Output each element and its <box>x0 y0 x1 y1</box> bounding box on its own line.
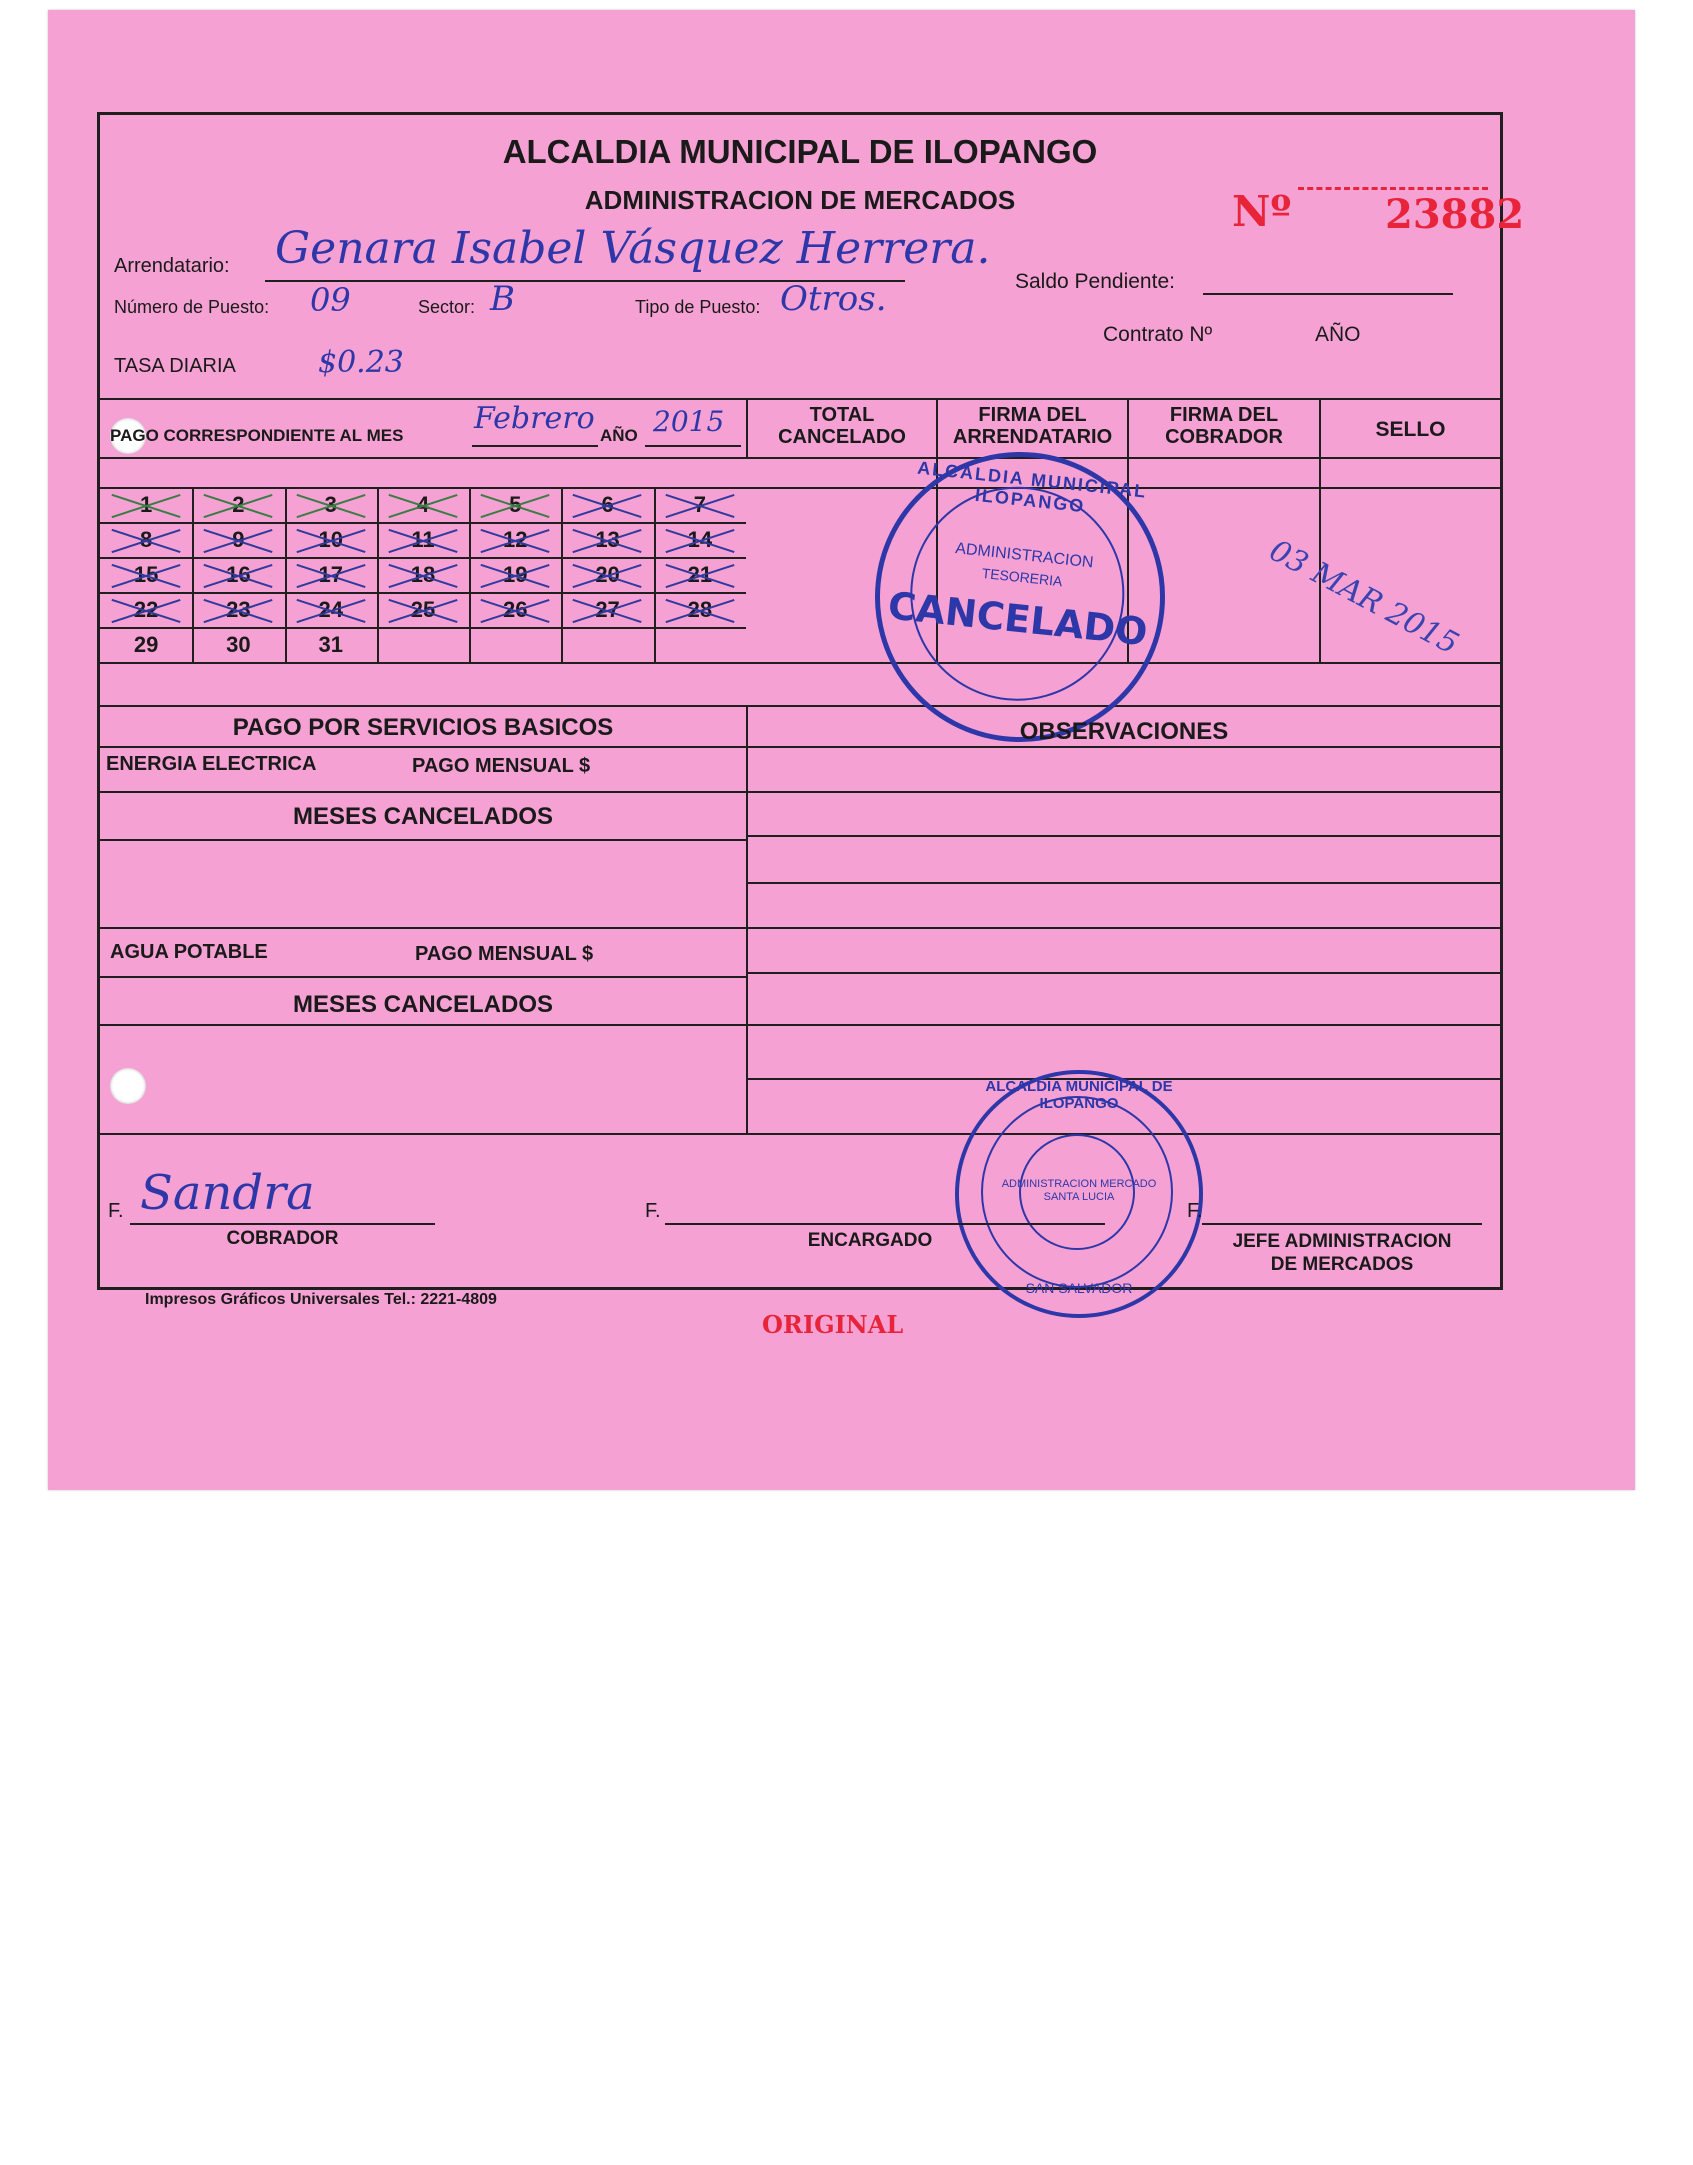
printer-footer: Impresos Gráficos Universales Tel.: 2221-4809 <box>145 1291 497 1308</box>
day-cell <box>561 487 653 522</box>
day-number: 31 <box>318 632 343 657</box>
day-cell <box>654 522 746 557</box>
day-cell <box>192 627 284 662</box>
day-number: 21 <box>687 562 713 587</box>
puesto-label: Número de Puesto: <box>114 297 270 317</box>
day-number: 20 <box>595 562 620 587</box>
day-cell <box>377 522 469 557</box>
day-cell <box>469 557 561 592</box>
cobrador-f-label: F. <box>108 1200 124 1222</box>
day-cell <box>285 557 377 592</box>
day-cell <box>285 522 377 557</box>
col-firma-arrendatario: FIRMA DEL ARRENDATARIO <box>952 404 1113 448</box>
col-total-cancelado: TOTAL CANCELADO <box>778 404 906 448</box>
mes-label: PAGO CORRESPONDIENTE AL MES <box>110 426 404 445</box>
puesto-value: 09 <box>310 281 351 319</box>
cancelado-ring-text: ALCALDIA MUNICIPAL ILOPANGO <box>916 457 1149 517</box>
day-cell <box>285 627 377 662</box>
day-cell <box>100 522 192 557</box>
day-number: 16 <box>226 562 251 587</box>
day-number: 12 <box>503 527 528 552</box>
cobrador-label: COBRADOR <box>226 1228 339 1249</box>
day-number: 18 <box>410 562 436 587</box>
arrendatario-value: Genara Isabel Vásquez Herrera. <box>275 223 991 274</box>
encargado-label: ENCARGADO <box>807 1230 933 1251</box>
day-cell <box>654 557 746 592</box>
day-number: 30 <box>226 632 251 657</box>
day-number: 9 <box>232 527 245 552</box>
date-stamp: 03 MAR 2015 <box>1263 533 1465 662</box>
saldo-label: Saldo Pendiente: <box>1015 270 1175 293</box>
day-cell <box>561 522 653 557</box>
col-sello: SELLO <box>1375 418 1446 441</box>
jefe-f-label: F. <box>1187 1200 1203 1222</box>
day-cell <box>469 487 561 522</box>
day-number: 14 <box>687 527 713 552</box>
day-cell <box>100 627 192 662</box>
mes-value: Febrero <box>474 401 595 436</box>
cancelado-tesoreria-text: TESORERIA <box>981 564 1064 590</box>
agua-label: AGUA POTABLE <box>110 941 268 963</box>
day-number: 3 <box>324 492 337 517</box>
day-cell <box>561 557 653 592</box>
mercado-bottom-text: SAN SALVADOR <box>1025 1280 1133 1296</box>
day-number: 5 <box>509 492 522 517</box>
receipt-number: 23882 <box>1385 191 1525 238</box>
day-number: 19 <box>503 562 528 587</box>
day-cell <box>192 522 284 557</box>
day-number: 2 <box>232 492 245 517</box>
day-cell <box>100 592 192 627</box>
saldo-line <box>1203 293 1453 295</box>
day-number: 26 <box>503 597 528 622</box>
mercado-ring-text: ALCALDIA MUNICIPAL DE ILOPANGO <box>985 1078 1173 1112</box>
tasa-value: $0.23 <box>318 345 404 380</box>
energia-meses-cancelados: MESES CANCELADOS <box>292 803 554 830</box>
day-number: 15 <box>133 562 159 587</box>
day-number: 1 <box>140 492 153 517</box>
copy-label: ORIGINAL <box>762 1310 904 1339</box>
page-subtitle: ADMINISTRACION DE MERCADOS <box>584 185 1016 215</box>
mes-anio-label: AÑO <box>600 426 638 445</box>
jefe-label-1: JEFE ADMINISTRACION <box>1232 1231 1452 1252</box>
col-firma-cobrador: FIRMA DEL COBRADOR <box>1165 404 1283 448</box>
day-cell <box>561 592 653 627</box>
day-number: 28 <box>687 597 713 622</box>
contrato-label: Contrato Nº <box>1103 323 1213 346</box>
tipo-label: Tipo de Puesto: <box>635 297 761 317</box>
day-number: 27 <box>595 597 620 622</box>
day-cell <box>285 592 377 627</box>
day-number: 23 <box>226 597 251 622</box>
day-number: 24 <box>318 597 343 622</box>
tasa-label: TASA DIARIA <box>114 355 236 377</box>
day-cell <box>469 522 561 557</box>
mes-anio-value: 2015 <box>653 405 725 438</box>
cancelado-main-text: CANCELADO <box>885 583 1150 655</box>
sector-label: Sector: <box>418 297 476 317</box>
page-title: ALCALDIA MUNICIPAL DE ILOPANGO <box>502 133 1098 170</box>
day-number: 22 <box>133 597 159 622</box>
day-cell <box>654 592 746 627</box>
day-number: 7 <box>693 492 706 517</box>
mercado-stamp <box>955 1070 1203 1318</box>
services-title: PAGO POR SERVICIOS BASICOS <box>232 714 614 741</box>
encargado-f-label: F. <box>645 1200 661 1222</box>
day-cell <box>192 592 284 627</box>
day-number: 17 <box>318 562 343 587</box>
day-cell <box>285 487 377 522</box>
days-grid <box>100 487 746 662</box>
day-number: 4 <box>416 492 430 517</box>
arrendatario-label: Arrendatario: <box>114 255 230 277</box>
agua-pago-mensual: PAGO MENSUAL $ <box>415 943 594 965</box>
day-number: 10 <box>318 527 343 552</box>
day-cell <box>377 592 469 627</box>
day-cell <box>100 557 192 592</box>
day-cell <box>100 487 192 522</box>
day-number: 6 <box>601 492 614 517</box>
day-cell <box>192 557 284 592</box>
jefe-label-2: DE MERCADOS <box>1270 1254 1414 1275</box>
day-number: 8 <box>140 527 153 552</box>
number-label: Nº <box>1232 187 1292 236</box>
observaciones-title: OBSERVACIONES <box>1019 718 1229 745</box>
cobrador-signature: Sandra <box>140 1165 315 1221</box>
anio-label: AÑO <box>1315 323 1361 346</box>
agua-meses-cancelados: MESES CANCELADOS <box>292 991 554 1018</box>
day-number: 29 <box>133 632 159 657</box>
mercado-inner-text: ADMINISTRACION MERCADO SANTA LUCIA <box>1001 1178 1157 1203</box>
day-cell <box>377 487 469 522</box>
day-number: 25 <box>410 597 436 622</box>
tipo-value: Otros. <box>780 279 887 319</box>
energia-label: ENERGIA ELECTRICA <box>106 753 317 775</box>
cancelado-admin-text: ADMINISTRACION <box>954 540 1095 572</box>
day-cell <box>192 487 284 522</box>
day-cell <box>377 557 469 592</box>
day-number: 13 <box>595 527 620 552</box>
number-dashes <box>1298 187 1488 190</box>
receipt-form <box>97 112 1525 1296</box>
energia-pago-mensual: PAGO MENSUAL $ <box>412 755 591 777</box>
day-cell <box>469 592 561 627</box>
sector-value: B <box>490 279 515 319</box>
cancelado-stamp <box>861 438 1180 757</box>
day-number: 11 <box>411 527 435 552</box>
day-cell <box>654 487 746 522</box>
